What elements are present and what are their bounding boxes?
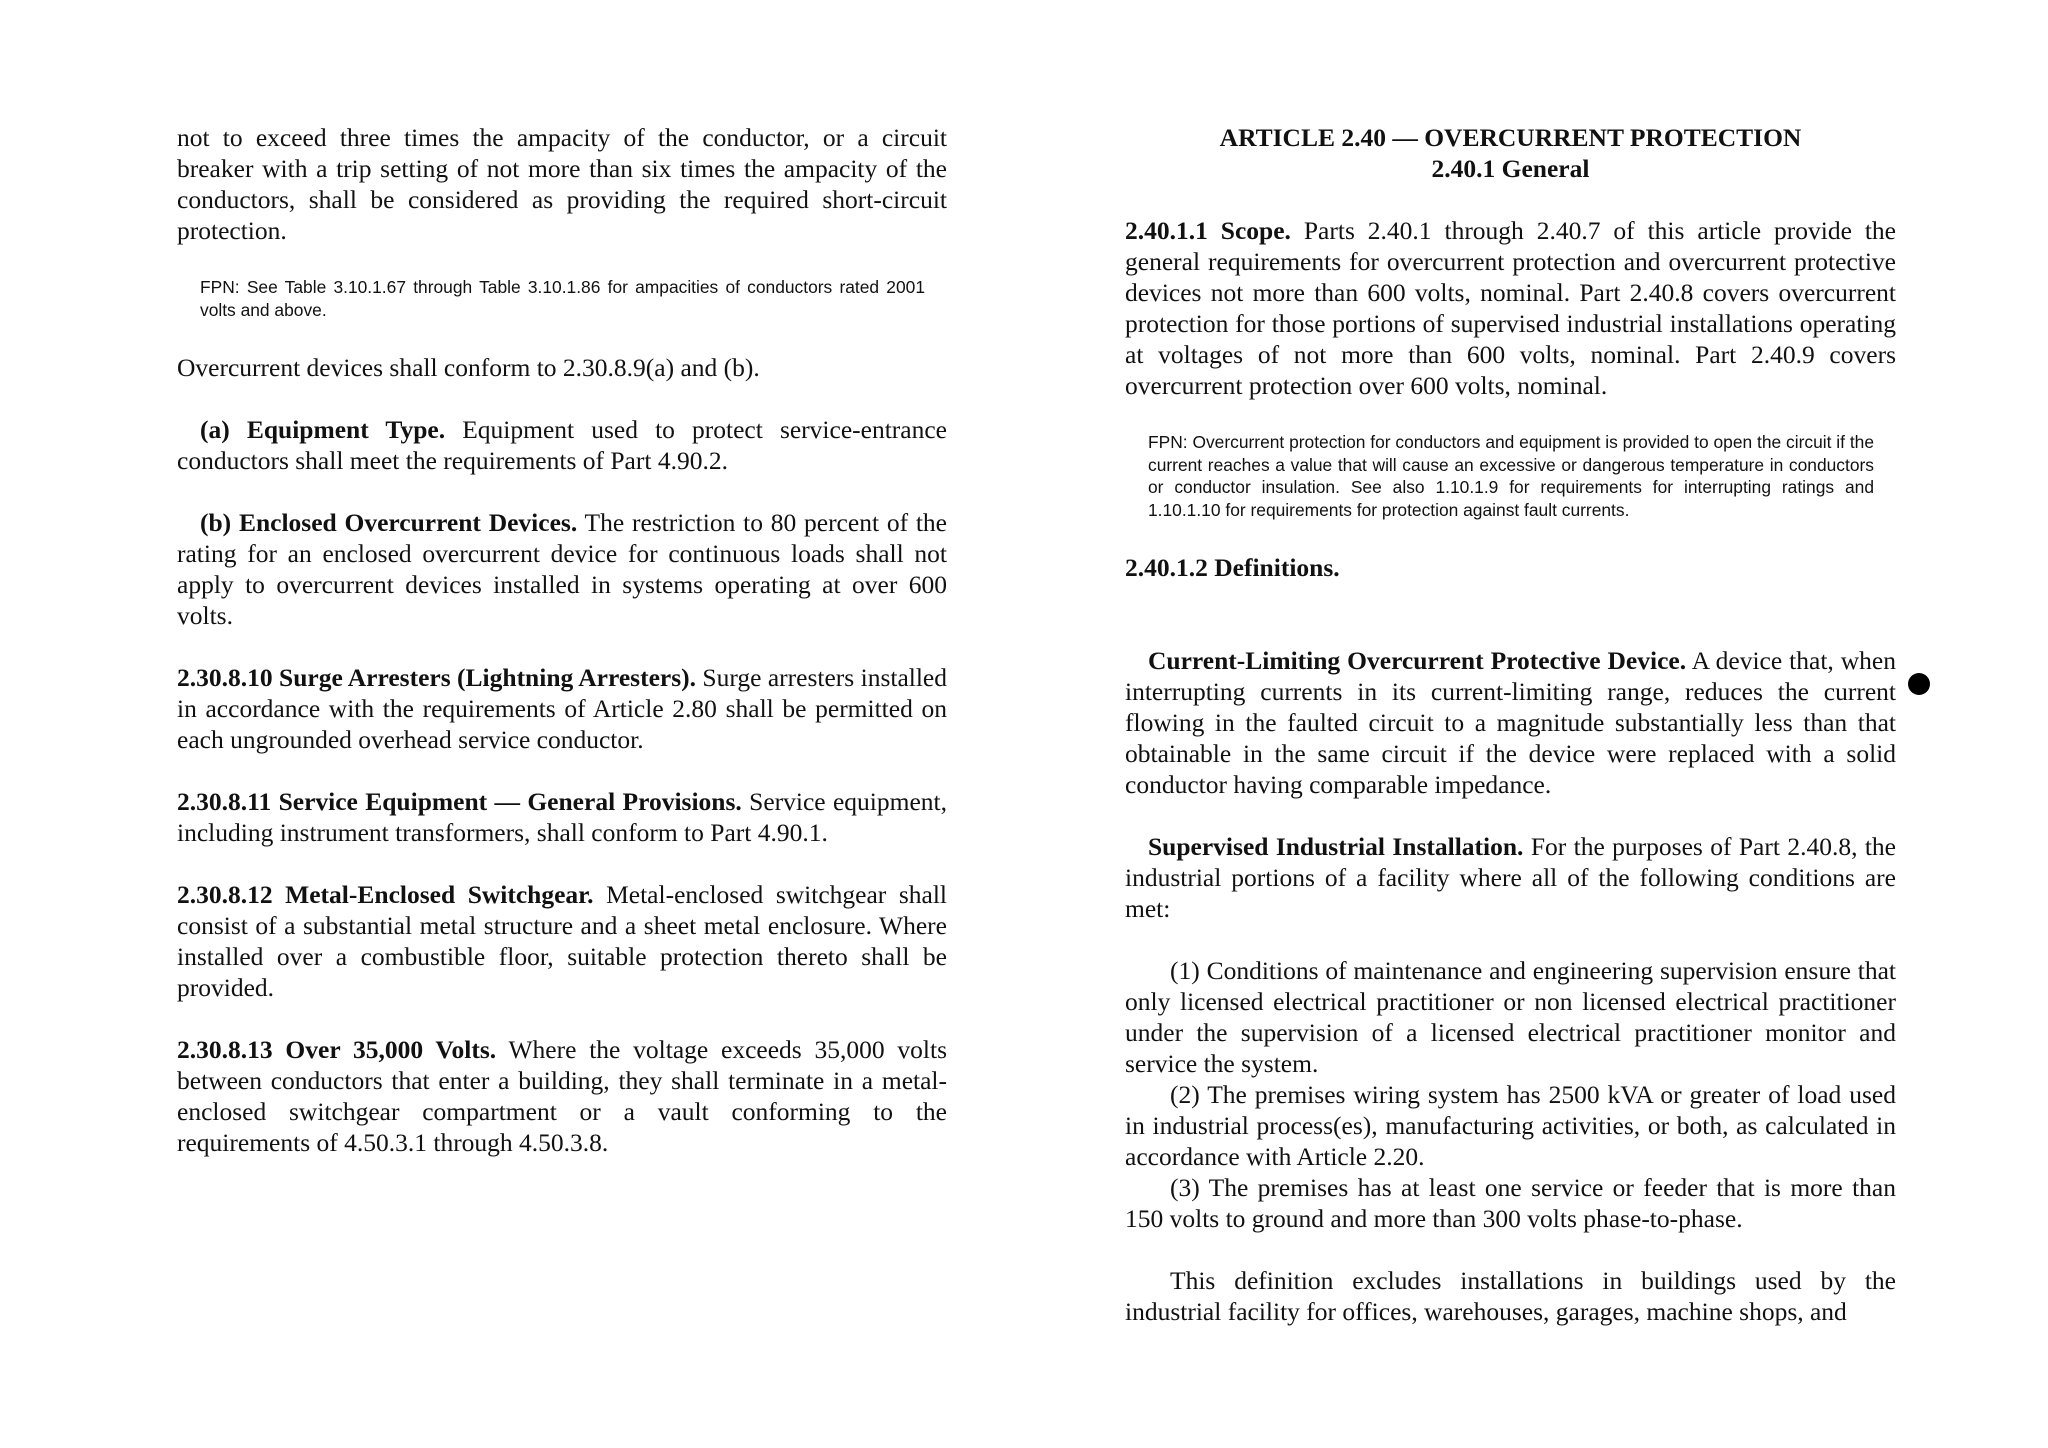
definitions-title	[1125, 552, 1896, 583]
left-column	[177, 122, 947, 1158]
definition-current-limiting	[1125, 645, 1896, 800]
continued-paragraph: not to exceed three times the ampacity of the conductor, or a circuit breaker with a trip setting of not more than six times the ampacity of the conductors, shall be considered as providing the required short-circuit protection.	[177, 123, 947, 245]
section-text: Metal-enclosed switchgear shall consist of a substantial metal structure and a sheet metal enclosure. Where installed over a combustible floor, suitable protection thereto shall be provided.	[177, 880, 947, 1002]
section-title: 2.30.8.12 Metal-Enclosed Switchgear.	[177, 880, 594, 909]
section-text: Where the voltage exceeds 35,000 volts between conductors that enter a building, they shall terminate in a metal-enclosed switchgear compartment or a vault conforming to the requirements of 4.50.3.1 through 4.50.3.8.	[177, 1035, 948, 1157]
closing-paragraph: This definition excludes installations in buildings used by the industrial facility for offices, warehouses, garages, machine shops, and	[1125, 1266, 1896, 1326]
section-title: 2.30.8.13 Over 35,000 Volts.	[177, 1035, 497, 1064]
definition-text: For the purposes of Part 2.40.8, the industrial portions of a facility where all of the following conditions are met:	[1125, 832, 1896, 923]
condition-2: (2) The premises wiring system has 2500 kVA or greater of load used in industrial process(es), manufacturing activities, or both, as calculated in accordance with Article 2.20.	[1125, 1080, 1896, 1171]
section-text: Surge arresters installed in accordance with the requirements of Article 2.80 shall be permitted on each ungrounded overhead service conductor.	[177, 663, 948, 754]
section-2-30-8-12	[177, 879, 947, 1003]
item-b	[177, 507, 947, 631]
section-title: 2.40.1.1 Scope.	[1125, 216, 1291, 245]
section-2-30-8-10	[177, 662, 947, 755]
definitions-title-text: 2.40.1.2 Definitions.	[1125, 553, 1340, 582]
definition-term: Supervised Industrial Installation.	[1148, 832, 1524, 861]
section-title: 2.30.8.11 Service Equipment — General Provisions.	[177, 787, 742, 816]
section-text: Parts 2.40.1 through 2.40.7 of this article provide the general requirements for overcurrent protection and overcurrent protective devices not more than 600 volts, nominal. Part 2.40.8 covers overcurrent protection for those portions of supervised industrial installations operating at voltages of not more than 600 volts, nominal. Part 2.40.9 covers overcurrent protection over 600 volts, nominal.	[1125, 216, 1896, 400]
section-2-30-8-13	[177, 1034, 947, 1158]
definition-text: A device that, when interrupting currents in its current-limiting range, reduces the current flowing in the faulted circuit to a magnitude substantially less than that obtainable in the same circuit if the device were replaced with a solid conductor having comparable impedance.	[1125, 646, 1896, 799]
fine-print-note: FPN: See Table 3.10.1.67 through Table 3.10.1.86 for ampacities of conductors rated 2001 volts and above.	[200, 277, 925, 320]
section-2-30-8-11	[177, 786, 947, 848]
section-text: Service equipment, including instrument transformers, shall conform to Part 4.90.1.	[177, 787, 947, 847]
item-a	[177, 414, 947, 476]
item-a-text: Equipment used to protect service-entrance conductors shall meet the requirements of Part 4.90.2.	[177, 415, 947, 475]
definition-term: Current-Limiting Overcurrent Protective Device.	[1148, 646, 1687, 675]
paragraph: Overcurrent devices shall conform to 2.30.8.9(a) and (b).	[177, 353, 760, 382]
definition-supervised-installation	[1125, 831, 1896, 924]
item-a-title: (a) Equipment Type.	[200, 415, 446, 444]
part-title: 2.40.1 General	[1431, 154, 1590, 183]
item-b-text: The restriction to 80 percent of the rating for an enclosed overcurrent device for continuous loads shall not apply to overcurrent devices installed in systems operating at over 600 volts.	[177, 508, 947, 630]
section-title: 2.30.8.10 Surge Arresters (Lightning Arresters).	[177, 663, 697, 692]
article-title: ARTICLE 2.40 — OVERCURRENT PROTECTION	[1219, 123, 1802, 152]
condition-1: (1) Conditions of maintenance and engineering supervision ensure that only licensed electrical practitioner or non licensed electrical practitioner under the supervision of a licensed electrical practitioner monitor and service the system.	[1125, 956, 1896, 1078]
fine-print-note: FPN: Overcurrent protection for conductors and equipment is provided to open the circuit if the current reaches a value that will cause an excessive or dangerous temperature in conductors or conductor insulation. See also 1.10.1.9 for requirements for interrupting ratings and 1.10.1.10 for requirements for protection against fault currents.	[1148, 432, 1874, 520]
section-scope	[1125, 215, 1896, 401]
item-b-title: (b) Enclosed Overcurrent Devices.	[200, 508, 578, 537]
right-column	[1125, 122, 1896, 1327]
margin-bullet-marker	[1908, 673, 1930, 695]
condition-3: (3) The premises has at least one service or feeder that is more than 150 volts to ground and more than 300 volts phase-to-phase.	[1125, 1173, 1896, 1233]
